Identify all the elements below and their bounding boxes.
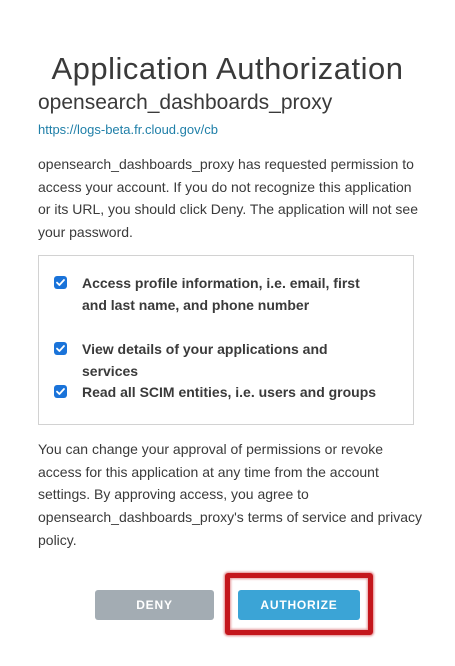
authorize-button[interactable]: AUTHORIZE bbox=[238, 590, 360, 620]
checkbox-checked-icon[interactable] bbox=[54, 342, 67, 355]
checkbox-checked-icon[interactable] bbox=[54, 276, 67, 289]
scope-label-profile: Access profile information, i.e. email, first and last name, and phone number bbox=[82, 275, 360, 313]
scope-label-scim: Read all SCIM entities, i.e. users and groups bbox=[82, 384, 377, 400]
scope-item-applications[interactable] bbox=[54, 338, 387, 382]
scope-label-applications: View details of your applications and services bbox=[82, 341, 328, 379]
deny-button[interactable]: DENY bbox=[95, 590, 214, 620]
permission-request-description: opensearch_dashboards_proxy has requested permission to access your account. If you do not recognize this application or its URL, you should click Deny. The application will not see your password. bbox=[38, 156, 418, 241]
scope-item-scim[interactable] bbox=[54, 381, 387, 403]
terms-notice: You can change your approval of permissions or revoke access for this application at any time from the account settings. By approving access, you agree to opensearch_dashboards_proxy's terms of service and privacy policy. bbox=[38, 441, 422, 548]
checkbox-checked-icon[interactable] bbox=[54, 385, 67, 398]
application-url-link[interactable]: https://logs-beta.fr.cloud.gov/cb bbox=[38, 122, 218, 137]
scope-item-profile[interactable] bbox=[54, 272, 387, 316]
page-title: Application Authorization bbox=[51, 50, 404, 86]
application-name: opensearch_dashboards_proxy bbox=[38, 91, 333, 114]
scope-list bbox=[38, 255, 414, 425]
